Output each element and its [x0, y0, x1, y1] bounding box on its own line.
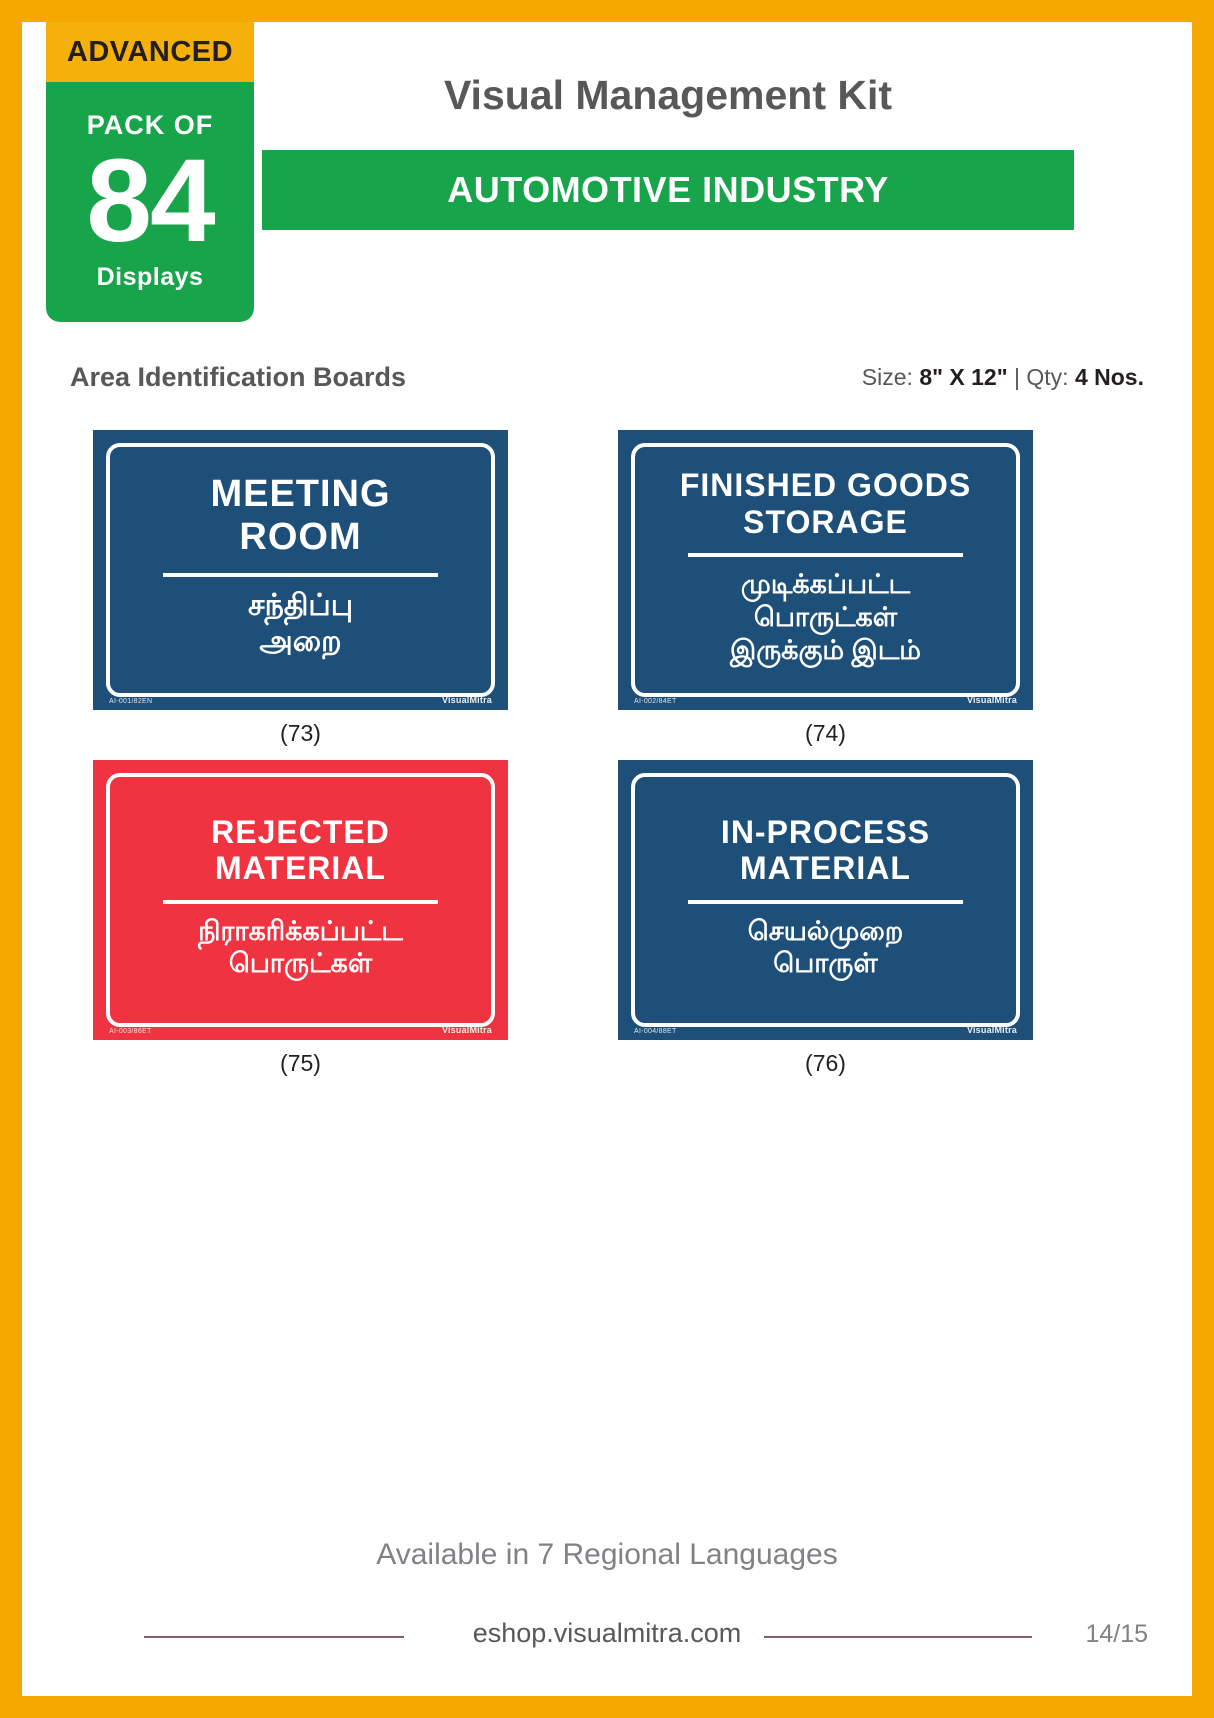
sign-tamil-text	[748, 915, 903, 981]
pack-of-label: PACK OF	[86, 110, 214, 140]
sign-english-line2: MATERIAL	[215, 850, 386, 887]
advanced-badge	[46, 22, 254, 82]
advanced-label: ADVANCED	[66, 35, 234, 68]
section-meta	[862, 364, 1144, 391]
sign-caption: (75)	[280, 1050, 321, 1076]
sign-item-76	[618, 760, 1053, 1077]
sign-caption: (73)	[280, 720, 321, 746]
sign-divider	[163, 900, 438, 904]
size-value: 8" X 12"	[919, 364, 1008, 390]
size-label: Size:	[861, 364, 913, 390]
sign-code: AI-001/82EN	[109, 698, 153, 705]
industry-banner	[262, 150, 1074, 230]
brand-logo: VisualMitra	[966, 695, 1017, 705]
sign-tamil-text	[730, 568, 921, 667]
page-canvas	[22, 22, 1192, 1696]
sign-caption: (76)	[805, 1050, 846, 1076]
sign-english-text	[211, 814, 390, 887]
sign-english-line1: IN-PROCESS	[720, 813, 931, 850]
shop-url[interactable]: eshop.visualmitra.com	[472, 1618, 742, 1648]
sign-inner-border	[631, 443, 1020, 697]
sign-code: AI-004/88ET	[634, 1028, 677, 1035]
sign-english-line2: STORAGE	[743, 503, 908, 540]
displays-label: Displays	[96, 263, 204, 292]
sign-tamil-line1: நிராகரிக்கப்பட்ட	[198, 915, 403, 946]
sign-tamil-line1: சந்திப்பு	[247, 588, 354, 622]
sign-item-73	[93, 430, 528, 747]
sign-board-in-process-material	[618, 760, 1033, 1040]
sign-english-line1: MEETING	[210, 473, 391, 516]
page-title: Visual Management Kit	[443, 72, 893, 118]
brand-logo: VisualMitra	[441, 695, 492, 705]
pack-badge	[46, 82, 254, 322]
sign-item-75	[93, 760, 528, 1077]
meta-separator: |	[1014, 364, 1021, 390]
page-number: 14/15	[1085, 1620, 1148, 1648]
brand-logo: VisualMitra	[441, 1025, 492, 1035]
sign-tamil-line2: அறை	[259, 625, 342, 659]
sign-board-rejected-material	[93, 760, 508, 1040]
sign-divider	[688, 900, 963, 904]
sign-code: AI-003/86ET	[109, 1028, 152, 1035]
languages-note: Available in 7 Regional Languages	[376, 1538, 838, 1571]
sign-tamil-text	[248, 588, 353, 661]
qty-value: 4 Nos.	[1074, 364, 1144, 390]
sign-tamil-line1: செயல்முறை	[747, 915, 904, 946]
sign-tamil-line3: இருக்கும் இடம்	[729, 634, 922, 665]
sign-english-line1: FINISHED GOODS	[679, 467, 972, 504]
sign-tamil-line2: பொருட்கள்	[228, 948, 373, 979]
sign-english-line2: ROOM	[239, 516, 362, 559]
sign-code: AI-002/84ET	[634, 698, 677, 705]
sign-inner-border	[106, 443, 495, 697]
sign-tamil-line1: முடிக்கப்பட்ட	[740, 569, 911, 600]
section-title: Area Identification Boards	[70, 362, 407, 392]
industry-label: AUTOMOTIVE INDUSTRY	[447, 169, 889, 210]
sign-divider	[163, 573, 438, 577]
sign-tamil-text	[198, 915, 403, 981]
sign-board-finished-goods-storage	[618, 430, 1033, 710]
sign-tamil-line2: பொருள்	[773, 948, 878, 979]
sign-english-line1: REJECTED	[211, 813, 390, 850]
sign-inner-border	[106, 773, 495, 1027]
sign-divider	[688, 553, 963, 557]
pack-count: 84	[86, 135, 214, 267]
page-footer	[22, 1608, 1192, 1664]
qty-label: Qty:	[1026, 364, 1069, 390]
sign-inner-border	[631, 773, 1020, 1027]
sign-english-text	[210, 473, 390, 560]
brand-logo: VisualMitra	[966, 1025, 1017, 1035]
sign-tamil-line2: பொருட்கள்	[753, 602, 898, 632]
sign-board-meeting-room	[93, 430, 508, 710]
sign-english-line2: MATERIAL	[740, 850, 911, 887]
sign-caption: (74)	[805, 720, 846, 746]
sign-english-text	[680, 467, 971, 540]
sign-item-74	[618, 430, 1053, 747]
sign-english-text	[721, 814, 930, 887]
